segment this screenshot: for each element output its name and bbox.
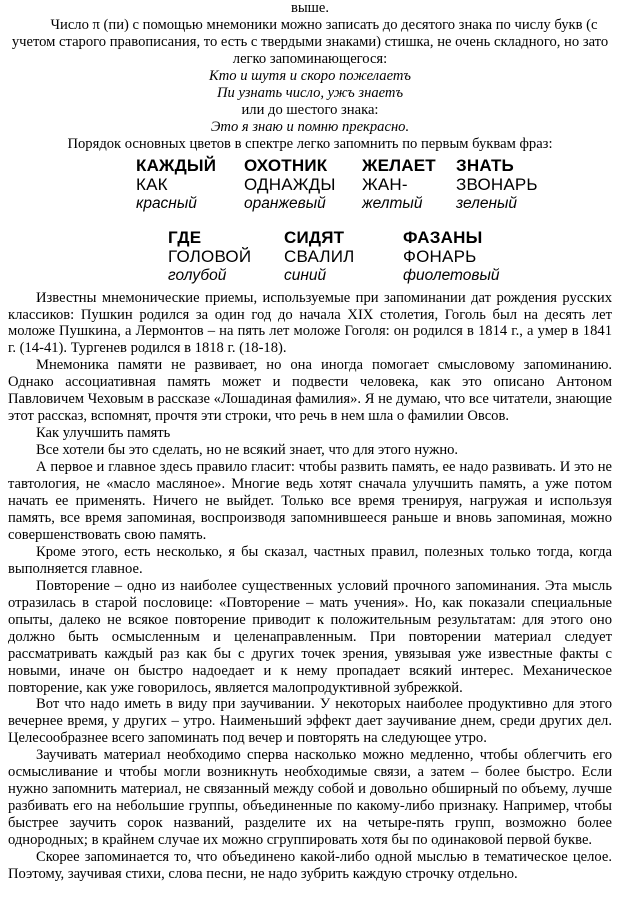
mnemonic-color: красный [136,194,197,212]
mnemonic-color: зеленый [456,194,518,212]
rainbow-mnemonic-table [8,156,612,288]
mnemonic-word: ОХОТНИК [244,155,328,175]
top-line: выше. [290,0,330,16]
mnemonic-color: оранжевый [244,194,326,212]
pi-intro-paragraph: Число π (пи) с помощью мнемоники можно записать до десятого знака по числу букв (с учетом старого правописания, то есть с твердыми знаками) стишка, не очень складного, но зато легко запоминающегося: [11,16,609,67]
paragraph-time-of-day: Вот что надо иметь в виду при заучивании. У некоторых наиболее продуктивно для этого вечернее время, у других – утро. Наименьший эффект дает заучивание днем, среди других дел. Целесообразнее всего запоминать под вечер и повторять на следующее утро. [8,696,612,747]
mnemonic-word2: ЖАН- [362,174,408,194]
mnemonic-column-red [136,156,216,213]
mnemonic-word: СИДЯТ [284,227,345,247]
mnemonic-color: голубой [168,266,227,284]
mnemonic-word2: ЗВОНАРЬ [456,174,538,194]
colors-intro-line: Порядок основных цветов в спектре легко запомнить по первым буквам фраз: [67,135,553,152]
mnemonic-word: ЗНАТЬ [456,155,514,175]
mnemonic-column-lightblue [168,228,251,285]
mnemonic-word: ЖЕЛАЕТ [362,155,436,175]
paragraph-private-rules: Кроме этого, есть несколько, я бы сказал, частных правил, полезных только тогда, когда выполняется главное. [8,543,612,577]
section-heading-improve-memory: Как улучшить память [36,425,171,442]
between-line: или до шестого знака: [241,101,379,118]
poem-line-2: Пи узнать число, ужъ знаетъ [216,84,404,101]
mnemonic-column-orange [244,156,336,213]
mnemonic-word: ФАЗАНЫ [403,227,483,247]
mnemonic-color: желтый [362,194,423,212]
mnemonic-column-green [456,156,538,213]
paragraph-learning-speed: Заучивать материал необходимо сперва насколько можно медленно, чтобы облегчить его осмысливание и чтобы могли возникнуть необходимые связи, а затем – более быстро. Если нужно запомнить материал, не связанный между собой и довольно обширный по объему, лучше разбивать его на небольшие группы, объединенные по какому-либо признаку. Например, чтобы быстрее заучить сорок названий, разделите их на четыре-пять групп, возможно более однородных; в крайнем случае их можно сгруппировать хотя бы по одинаковой первой букве. [8,747,612,849]
mnemonic-column-violet [403,228,500,285]
poem-line-1: Кто и шутя и скоро пожелаетъ [209,67,411,84]
mnemonic-word2: ФОНАРЬ [403,246,477,266]
mnemonic-color: фиолетовый [403,266,500,284]
poem-line-3: Это я знаю и помню прекрасно. [210,118,410,135]
mnemonic-word2: ГОЛОВОЙ [168,246,252,266]
paragraph-mnemonics: Мнемоника памяти не развивает, но она иногда помогает смысловому запоминанию. Однако ассоциативная память может и подвести человека, как это описано Антоном Павловичем Чеховым в рассказе «Лошадиная фамилия». Я не думаю, что все читатели, знающие этот рассказ, вспомнят, прочтя эти строки, что речь в нем шла о фамилии Овсов. [8,357,612,425]
page [8,0,612,883]
mnemonic-word2: СВАЛИЛ [284,246,355,266]
mnemonic-word2: ОДНАЖДЫ [244,174,336,194]
paragraph-classics-dates: Известны мнемонические приемы, используемые при запоминании дат рождения русских классиков: Пушкин родился за один год до начала XIX столетия, Гоголь был на десять лет моложе Пушкина, а Лермонтов – на пять лет моложе Гоголя: он родился в 1814 г., а умер в 1841 г. (14-41). Тургенев родился в 1818 г. (18-18). [8,289,612,357]
mnemonic-color: синий [284,266,327,284]
mnemonic-word2: КАК [136,174,168,194]
paragraph-everyone-wants: Все хотели бы это сделать, но не всякий знает, что для этого нужно. [36,442,459,459]
mnemonic-word: ГДЕ [168,227,202,247]
paragraph-repetition: Повторение – одно из наиболее существенных условий прочного запоминания. Эта мысль отразилась в старой пословице: «Повторение – мать учения». Но, как показали специальные опыты, далеко не всякое повторение приводит к положительным результатам: для этого оно должно быть осмысленным и целенаправленным. При повторении материал следует рассматривать каждый раз как бы с других точек зрения, увязывая уже известные факты с новыми, иначе он быстро надоедает и к нему пропадает всякий интерес. Механическое повторение, как уже говорилось, является малопродуктивной зубрежкой. [8,577,612,696]
mnemonic-word: КАЖДЫЙ [136,155,217,175]
paragraph-main-rule: А первое и главное здесь правило гласит: чтобы развить память, ее надо развивать. И это не тавтология, не «масло масляное». Многие ведь хотят сначала улучшить память, а уже потом начать ее применять. Ничего не выйдет. Только все время тренируя, нагружая и используя память, все время запоминая, воспроизводя запомнившееся раньше и вновь запоминая, можно совершенствовать свою память. [8,459,612,543]
mnemonic-column-yellow [362,156,436,213]
paragraph-thematic-whole: Скорее запоминается то, что объединено какой-либо одной мыслью в тематическое целое. Поэтому, заучивая стихи, слова песни, не надо зубрить каждую строчку отдельно. [8,849,612,882]
mnemonic-column-blue [284,228,355,285]
